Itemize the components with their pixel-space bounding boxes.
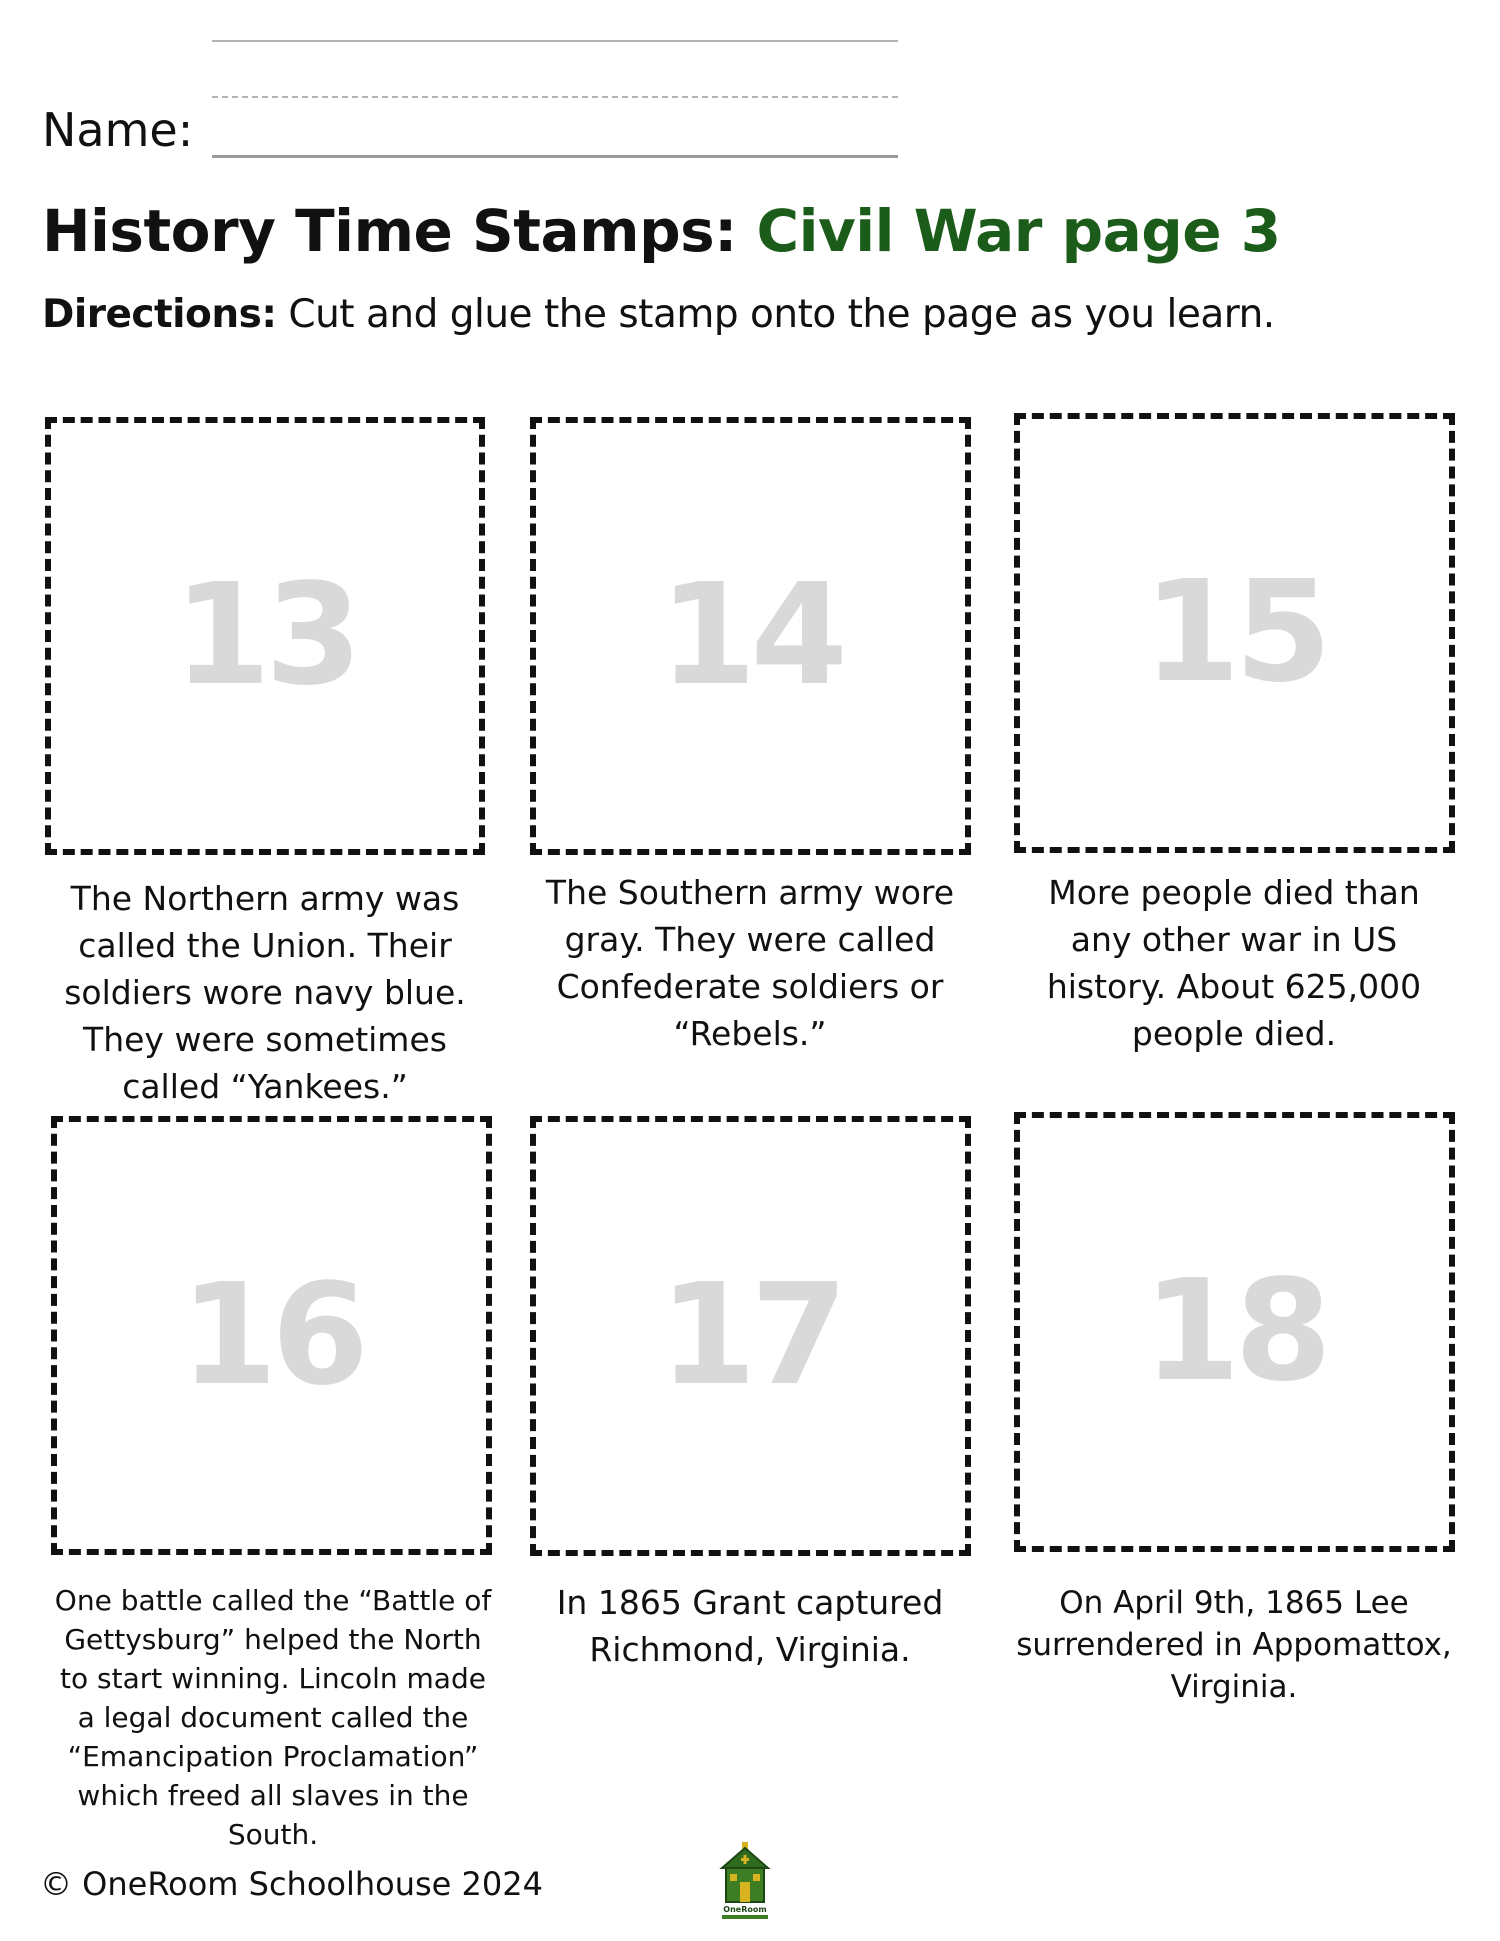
- caption-line: Gettysburg” helped the North: [64, 1623, 482, 1656]
- stamp-caption-17: [520, 1579, 980, 1673]
- stamp-box-18[interactable]: [1014, 1112, 1455, 1552]
- caption-line: “Emancipation Proclamation”: [67, 1740, 479, 1773]
- stamp-box-17[interactable]: [530, 1116, 971, 1556]
- stamp-caption-18: [1004, 1582, 1464, 1708]
- caption-line: Virginia.: [1170, 1669, 1298, 1705]
- stamp-box-14[interactable]: [530, 417, 971, 855]
- logo-text: OneRoom: [723, 1905, 767, 1914]
- stamp-box-16[interactable]: [51, 1116, 492, 1555]
- caption-line: Confederate soldiers or: [556, 967, 944, 1006]
- name-guide-line-top: [212, 40, 898, 42]
- copyright: © OneRoom Schoolhouse 2024: [40, 1865, 543, 1903]
- caption-line: surrendered in Appomattox,: [1016, 1627, 1452, 1663]
- stamp-number: 17: [659, 1254, 842, 1417]
- stamp-number: 15: [1143, 551, 1326, 714]
- caption-line: The Northern army was: [70, 879, 460, 918]
- title-accent: Civil War page 3: [756, 197, 1281, 265]
- name-guide-line-dashed: [212, 96, 898, 98]
- caption-line: On April 9th, 1865 Lee: [1059, 1585, 1409, 1621]
- name-write-line[interactable]: [212, 155, 898, 158]
- stamp-number: 13: [173, 554, 357, 717]
- schoolhouse-logo-icon: [718, 1842, 772, 1922]
- caption-line: South.: [227, 1818, 319, 1851]
- directions: [42, 290, 1275, 340]
- caption-line: people died.: [1131, 1014, 1337, 1053]
- stamp-box-13[interactable]: [45, 417, 485, 855]
- caption-line: which freed all slaves in the: [77, 1779, 469, 1812]
- caption-line: history. About 625,000: [1046, 967, 1422, 1006]
- stamp-caption-15: [1004, 869, 1464, 1057]
- caption-line: Richmond, Virginia.: [589, 1630, 911, 1669]
- caption-line: a legal document called the: [77, 1701, 469, 1734]
- stamp-caption-14: [520, 869, 980, 1057]
- stamp-number: 16: [180, 1253, 363, 1417]
- page-title: [42, 196, 1281, 266]
- stamp-caption-13: [42, 875, 488, 1110]
- caption-line: called “Yankees.”: [122, 1067, 408, 1106]
- directions-label: Directions:: [42, 292, 277, 337]
- caption-line: to start winning. Lincoln made: [60, 1662, 486, 1695]
- stamp-box-15[interactable]: [1014, 413, 1455, 853]
- caption-line: any other war in US: [1070, 920, 1398, 959]
- caption-line: “Rebels.”: [673, 1014, 827, 1053]
- directions-text: Cut and glue the stamp onto the page as you learn.: [288, 292, 1275, 337]
- caption-line: gray. They were called: [564, 920, 936, 959]
- title-prefix: History Time Stamps:: [42, 197, 737, 265]
- stamp-number: 18: [1143, 1250, 1326, 1413]
- caption-line: One battle called the “Battle of: [54, 1584, 492, 1617]
- caption-line: More people died than: [1048, 873, 1420, 912]
- caption-line: called the Union. Their: [78, 926, 452, 965]
- caption-line: soldiers wore navy blue.: [64, 973, 466, 1012]
- caption-line: They were sometimes: [83, 1020, 447, 1059]
- caption-line: In 1865 Grant captured: [556, 1583, 944, 1622]
- caption-line: The Southern army wore: [545, 873, 955, 912]
- stamp-number: 14: [659, 554, 842, 717]
- name-label: Name:: [42, 103, 194, 157]
- stamp-caption-16: [38, 1581, 508, 1854]
